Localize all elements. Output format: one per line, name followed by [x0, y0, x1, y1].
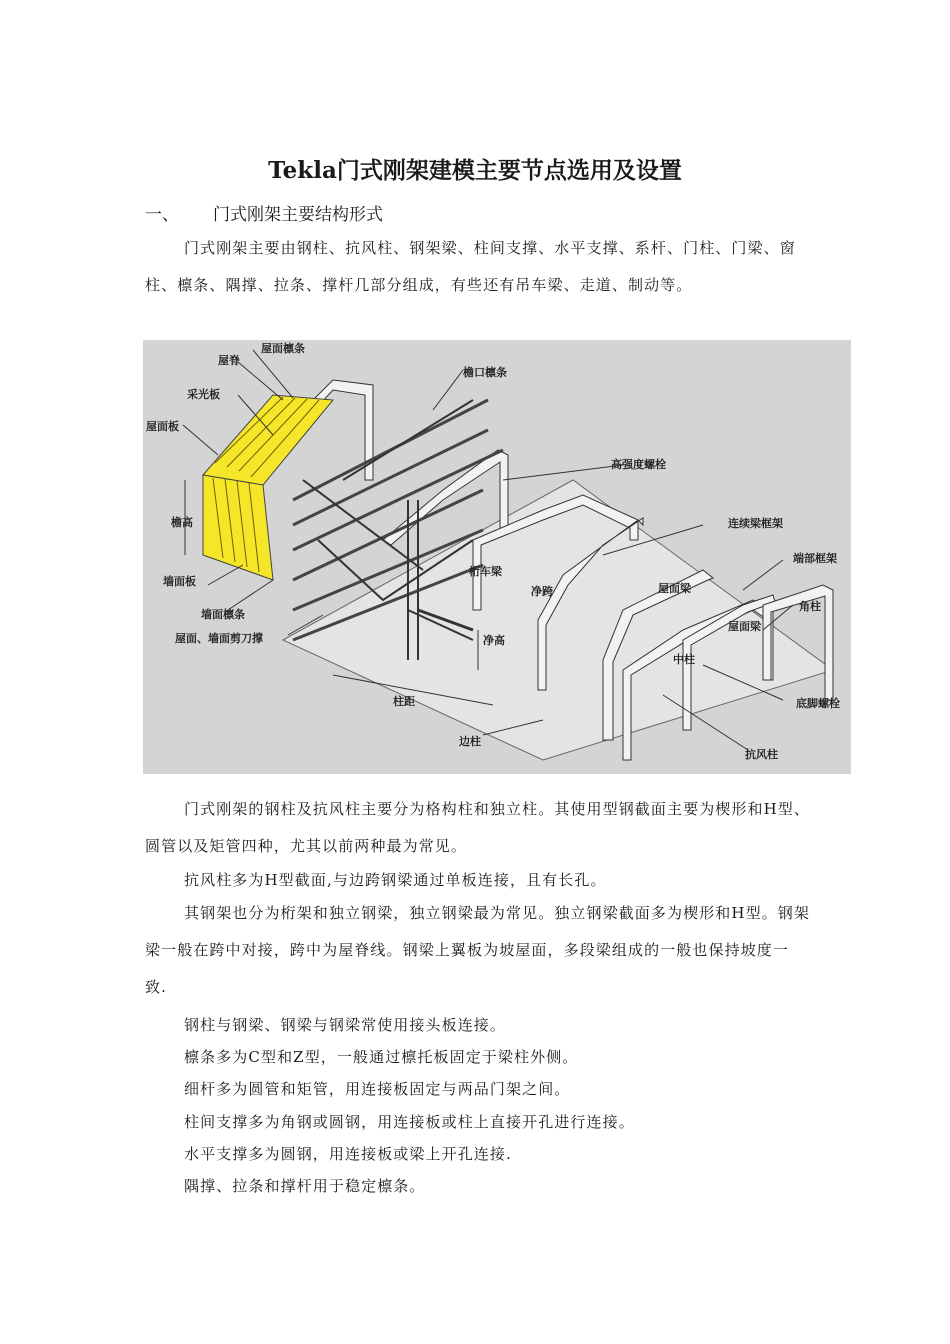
label-wall-purlin: 墙面檩条 — [201, 608, 245, 621]
paragraph-4: 钢柱与钢梁、钢梁与钢梁常使用接头板连接。 — [184, 1016, 507, 1034]
label-continuous-frame: 连续梁框架 — [728, 517, 783, 530]
label-ridge: 屋脊 — [218, 354, 240, 367]
paragraph-6: 细杆多为圆管和矩管，用连接板固定与两品门架之间。 — [184, 1080, 571, 1098]
label-column-spacing: 柱距 — [393, 695, 415, 708]
label-wind-column: 抗风柱 — [745, 748, 778, 761]
label-hs-bolt: 高强度螺栓 — [611, 458, 666, 471]
label-roof-purlin: 屋面檩条 — [261, 342, 305, 355]
label-corner-column: 角柱 — [799, 600, 821, 613]
label-crane-beam: 桁车梁 — [469, 565, 502, 578]
label-wall-panel: 墙面板 — [163, 575, 196, 588]
paragraph-3: 其钢架也分为桁架和独立钢梁，独立钢梁最为常见。独立钢梁截面多为楔形和H型。钢架梁一般在跨中对接，跨中为屋脊线。钢梁上翼板为坡屋面，多段梁组成的一般也保持坡度一致. — [145, 904, 810, 996]
label-eave-purlin: 檐口檩条 — [463, 366, 507, 379]
section-heading-text: 门式刚架主要结构形式 — [213, 205, 383, 225]
label-scissor-brace: 屋面、墙面剪刀撑 — [175, 632, 263, 645]
document-title: Tekla门式刚架建模主要节点选用及设置 — [268, 157, 682, 184]
paragraph-5: 檩条多为C型和Z型，一般通过檩托板固定于梁柱外侧。 — [184, 1048, 579, 1066]
label-roof-panel: 屋面板 — [146, 420, 179, 433]
label-roof-beam: 屋面梁 — [658, 582, 691, 595]
label-clear-height: 净高 — [483, 634, 505, 647]
paragraph-9: 隅撑、拉条和撑杆用于稳定檩条。 — [184, 1177, 426, 1195]
portal-frame-diagram — [143, 340, 851, 774]
label-side-column: 边柱 — [459, 735, 481, 748]
paragraph-8: 水平支撑多为圆钢，用连接板或梁上开孔连接. — [184, 1145, 512, 1163]
label-clear-span: 净跨 — [531, 585, 553, 598]
intro-paragraph: 门式刚架主要由钢柱、抗风柱、钢架梁、柱间支撑、水平支撑、系杆、门柱、门梁、窗柱、檩条、隅撑、拉条、撑杆几部分组成，有些还有吊车梁、走道、制动等。 — [145, 239, 796, 294]
label-roof-beam-2: 屋面梁 — [728, 620, 761, 633]
section-number: 一、 — [145, 205, 179, 225]
portal-frame-drawing — [143, 340, 851, 774]
label-end-frame: 端部框架 — [793, 552, 837, 565]
label-anchor-bolt: 底脚螺栓 — [796, 697, 840, 710]
label-middle-column: 中柱 — [673, 653, 695, 666]
label-eave-height: 檐高 — [171, 516, 193, 529]
section-heading — [145, 200, 383, 225]
paragraph-2: 抗风柱多为H型截面,与边跨钢梁通过单板连接，且有长孔。 — [184, 871, 607, 889]
paragraph-1: 门式刚架的钢柱及抗风柱主要分为格构柱和独立柱。其使用型钢截面主要为楔形和H型、圆管以及矩管四种，尤其以前两种最为常见。 — [145, 800, 810, 855]
label-skylight-panel: 采光板 — [187, 388, 220, 401]
paragraph-7: 柱间支撑多为角钢或圆钢，用连接板或柱上直接开孔进行连接。 — [184, 1113, 635, 1131]
